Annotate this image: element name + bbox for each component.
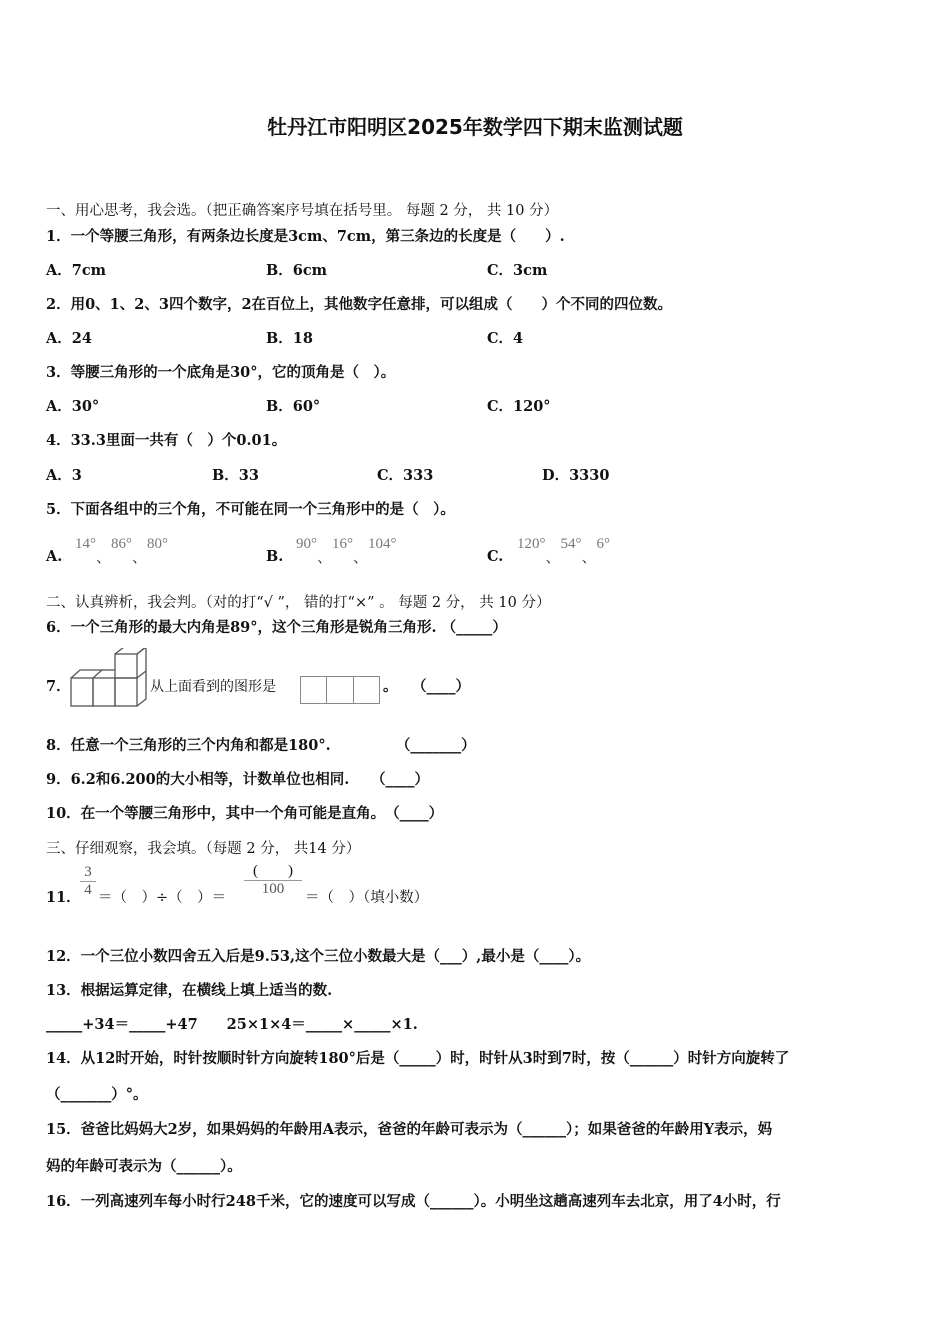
- fraction-numerator-blank[interactable]: ( ): [253, 863, 293, 879]
- q1-option-c[interactable]: C．3cm: [487, 262, 548, 279]
- question-4: 4．33.3里面一共有（ ）个0.01。: [46, 432, 287, 449]
- q5-option-b[interactable]: B.: [266, 548, 284, 565]
- fraction-numerator: 3: [84, 864, 92, 880]
- angle-value: 14°: [75, 536, 96, 552]
- document-title: 牡丹江市阳明区2025年数学四下期末监测试题: [267, 115, 683, 139]
- question-7-number: 7．: [46, 678, 71, 695]
- angle-value: 120°: [517, 536, 546, 552]
- q2-option-a[interactable]: A．24: [46, 330, 92, 347]
- angle-value: 86°: [111, 536, 133, 552]
- section3-heading: 三、仔细观察，我会填。（每题 2 分， 共14 分）: [46, 841, 361, 857]
- angle-value: 16°: [332, 536, 354, 552]
- question-11-tail: ＝（ ）（填小数）: [305, 890, 429, 906]
- q5-option-c-angles: 120°、54°、6°: [517, 536, 611, 566]
- question-14-line2: （_______）°。: [46, 1086, 148, 1103]
- top-view-figure: [300, 676, 380, 704]
- q3-option-a[interactable]: A．30°: [46, 398, 100, 415]
- section2-heading: 二、认真辨析，我会判。（对的打“√ ”， 错的打“×” 。 每题 2 分， 共 10 分）: [46, 595, 551, 611]
- section1-heading: 一、用心思考，我会选。（把正确答案序号填在括号里。 每题 2 分， 共 10 分）: [46, 203, 559, 219]
- q5-option-a-angles: 14°、86°、80°: [75, 536, 169, 566]
- question-2: 2．用0、1、2、3四个数字，2在百位上，其他数字任意排，可以组成（ ）个不同的四位数。: [46, 296, 673, 313]
- fraction-denominator: 4: [84, 882, 92, 898]
- question-1: 1．一个等腰三角形，有两条边长度是3cm、7cm，第三条边的长度是（ ）.: [46, 228, 565, 245]
- q5-option-c[interactable]: C.: [487, 548, 504, 565]
- question-7-text: 从上面看到的图形是: [150, 679, 276, 695]
- question-7-answer-blank[interactable]: 。 （____）: [383, 678, 470, 695]
- question-11-middle: ＝（ ）÷（ ）＝: [98, 890, 227, 906]
- q2-option-c[interactable]: C．4: [487, 330, 524, 347]
- cube-stack-figure: [70, 648, 152, 710]
- question-16-line1: 16．一列高速列车每小时行248千米，它的速度可以写成（______）。小明坐这趟高速列车去北京，用了4小时，行: [46, 1193, 781, 1210]
- question-13: 13．根据运算定律，在横线上填上适当的数.: [46, 982, 333, 999]
- q5-option-b-angles: 90°、16°、104°: [296, 536, 397, 566]
- question-11-number: 11．: [46, 889, 81, 906]
- q4-option-c[interactable]: C．333: [377, 467, 434, 484]
- angle-value: 104°: [368, 536, 397, 552]
- fraction-three-quarters: [80, 864, 96, 899]
- angle-value: 6°: [596, 536, 611, 552]
- q4-option-a[interactable]: A．3: [46, 467, 82, 484]
- q5-option-a[interactable]: A.: [46, 548, 63, 565]
- question-14-line1: 14．从12时开始，时针按顺时针方向旋转180°后是（_____）时，时针从3时到7时，按（______）时针方向旋转了: [46, 1050, 790, 1067]
- fraction-over-100: [244, 859, 302, 898]
- question-8: 8．任意一个三角形的三个内角和都是180°. （_______）: [46, 737, 476, 754]
- q3-option-c[interactable]: C．120°: [487, 398, 551, 415]
- question-12: 12．一个三位小数四舍五入后是9.53,这个三位小数最大是（___）,最小是（____）。: [46, 948, 591, 965]
- question-9: 9．6.2和6.200的大小相等，计数单位也相同. （____）: [46, 771, 430, 788]
- question-15-line1: 15．爸爸比妈妈大2岁，如果妈妈的年龄用A表示，爸爸的年龄可表示为（______）；如果爸爸的年龄用Y表示，妈: [46, 1121, 773, 1138]
- q2-option-b[interactable]: B．18: [266, 330, 313, 347]
- fraction-denominator: 100: [261, 881, 285, 897]
- q4-option-b[interactable]: B．33: [212, 467, 259, 484]
- q1-option-b[interactable]: B．6cm: [266, 262, 328, 279]
- question-15-line2: 妈的年龄可表示为（______）。: [46, 1158, 242, 1175]
- q4-option-d[interactable]: D．3330: [542, 467, 610, 484]
- angle-value: 80°: [147, 536, 169, 552]
- q1-option-a[interactable]: A．7cm: [46, 262, 107, 279]
- question-5: 5．下面各组中的三个角，不可能在同一个三角形中的是（ ）。: [46, 501, 455, 518]
- angle-value: 54°: [560, 536, 582, 552]
- question-10: 10．在一个等腰三角形中，其中一个角可能是直角。 （____）: [46, 805, 444, 822]
- question-6: 6．一个三角形的最大内角是89°，这个三角形是锐角三角形. （_____）: [46, 619, 507, 636]
- q3-option-b[interactable]: B．60°: [266, 398, 321, 415]
- question-3: 3．等腰三角形的一个底角是30°，它的顶角是（ ）。: [46, 364, 396, 381]
- angle-value: 90°: [296, 536, 317, 552]
- question-13-equations: _____+34＝_____+47 25×1×4＝_____×_____×1.: [46, 1016, 418, 1033]
